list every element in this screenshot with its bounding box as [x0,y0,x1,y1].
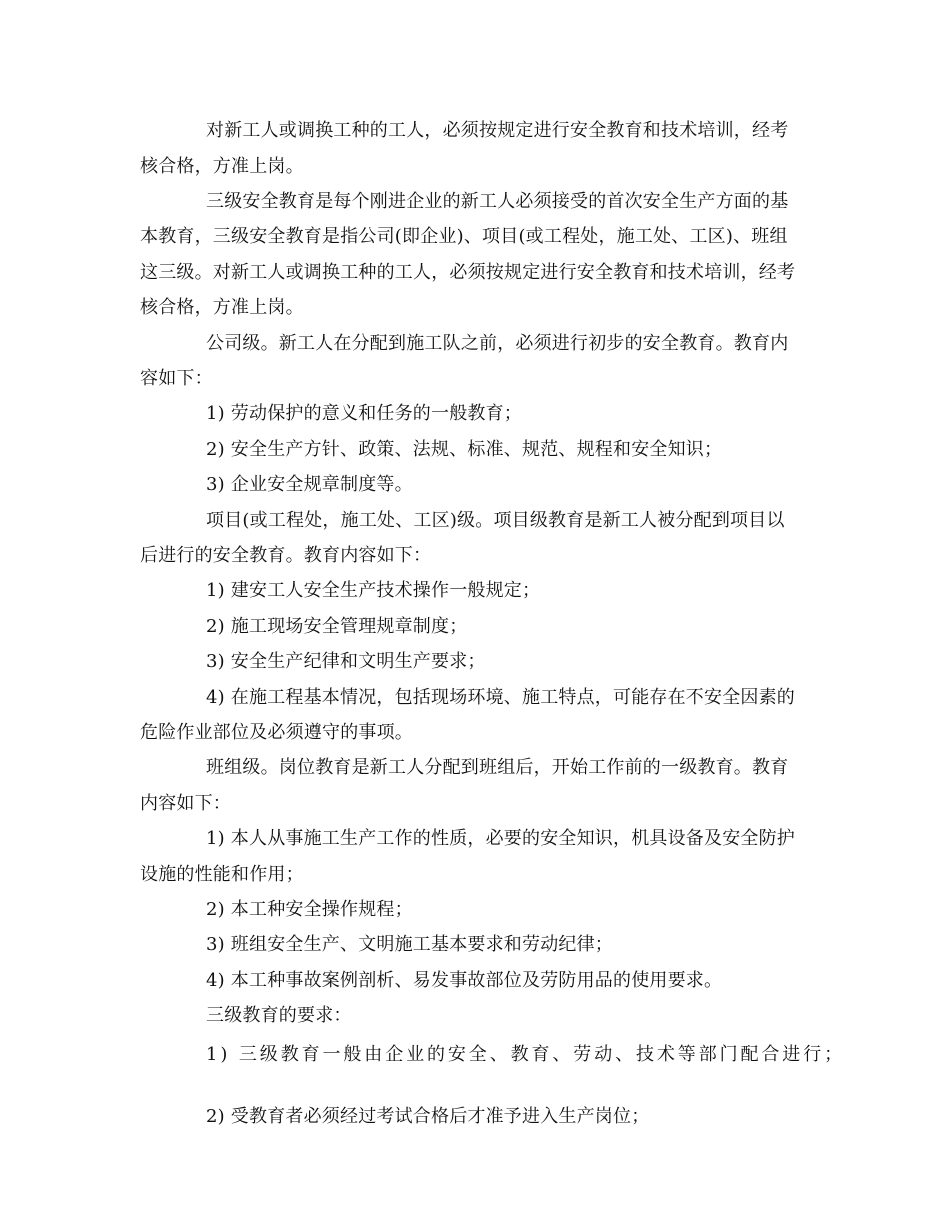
text-line: 1) 劳动保护的意义和任务的一般教育； [206,403,522,424]
text-line: 1) 三级教育一般由企业的安全、教育、劳动、技术等部门配合进行； [206,1044,845,1065]
text-line: 三级教育的要求： [206,1005,352,1026]
text-line: 容如下： [140,368,213,389]
text-line: 4) 在施工程基本情况，包括现场环境、施工特点，可能存在不安全因素的 [206,687,795,708]
text-line: 核合格，方准上岗。 [140,297,304,318]
text-line: 3) 安全生产纪律和文明生产要求； [206,651,486,672]
text-line: 这三级。对新工人或调换工种的工人，必须按规定进行安全教育和技术培训，经考 [140,262,796,283]
text-line: 1) 建安工人安全生产技术操作一般规定； [206,580,541,601]
text-line: 项目(或工程处，施工处、工区)级。项目级教育是新工人被分配到项目以 [206,510,785,531]
text-line: 本教育，三级安全教育是指公司(即企业)、项目(或工程处，施工处、工区)、班组 [140,226,788,247]
text-line: 2) 受教育者必须经过考试合格后才准予进入生产岗位； [206,1106,650,1127]
text-line: 三级安全教育是每个刚进企业的新工人必须接受的首次安全生产方面的基 [206,191,789,212]
text-line: 内容如下： [140,793,231,814]
text-line: 3) 班组安全生产、文明施工基本要求和劳动纪律； [206,934,613,955]
text-line: 公司级。新工人在分配到施工队之前，必须进行初步的安全教育。教育内 [206,333,789,354]
text-line: 班组级。岗位教育是新工人分配到班组后，开始工作前的一级教育。教育 [206,757,789,778]
text-line: 3) 企业安全规章制度等。 [206,474,413,495]
text-line: 2) 安全生产方针、政策、法规、标准、规范、规程和安全知识； [206,439,723,460]
text-line: 2) 本工种安全操作规程； [206,899,413,920]
text-line: 1) 本人从事施工生产工作的性质，必要的安全知识，机具设备及安全防护 [206,828,795,849]
text-line: 4) 本工种事故案例剖析、易发事故部位及劳防用品的使用要求。 [206,970,723,991]
text-line: 后进行的安全教育。教育内容如下： [140,545,432,566]
text-line: 核合格，方准上岗。 [140,156,304,177]
text-line: 对新工人或调换工种的工人，必须按规定进行安全教育和技术培训，经考 [206,120,789,141]
text-line: 设施的性能和作用； [140,864,304,885]
text-line: 危险作业部位及必须遵守的事项。 [140,722,413,743]
text-line: 2) 施工现场安全管理规章制度； [206,616,468,637]
